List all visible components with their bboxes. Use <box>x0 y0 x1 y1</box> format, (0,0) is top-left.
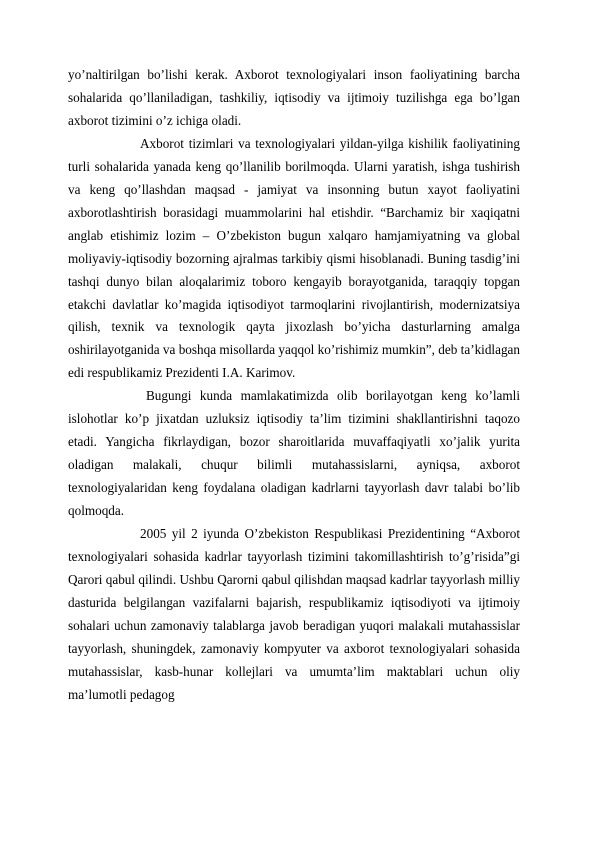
body-text <box>68 64 520 707</box>
paragraph-1: yo’naltirilgan bo’lishi kerak. Axborot texnologiyalari inson faoliyatining barcha sohalarida qo’llaniladigan, tashkiliy, iqtisodiy va ijtimoiy tuzilishga ega bo’lgan axborot tizimini o’z ichiga oladi. <box>68 67 520 128</box>
paragraph-2: Axborot tizimlari va texnologiyalari yildan-yilga kishilik faoliyatining turli sohalarida yanada keng qo’llanilib borilmoqda. Ularni yaratish, ishga tushirish va keng qo’llashdan maqsad - jamiyat va insonning butun xayot faoliyatini axborotlashtirish borasidagi muammolarini hal etishdir. “Barchamiz bir xaqiqatni anglab etishimiz lozim – O’zbekiston bugun xalqaro hamjamiyatning va global moliyaviy-iqtisodiy bozorning ajralmas tarkibiy qismi hisoblanadi. Buning tasdig’ini tashqi dunyo bilan aloqalarimiz toboro kengayib borayotganida, taraqqiy topgan etakchi davlatlar ko’magida iqtisodiyot tarmoqlarini rivojlantirish, modernizatsiya qilish, texnik va texnologik qayta jixozlash bo’yicha dasturlarning amalga oshirilayotganida va boshqa misollarda yaqqol ko’rishimiz mumkin”, deb ta’kidlagan edi respublikamiz Prezidenti I.A. Karimov. <box>68 135 520 381</box>
paragraph-3: Bugungi kunda mamlakatimizda olib borilayotgan keng ko’lamli islohotlar ko’p jixatdan uzluksiz iqtisodiy ta’lim tizimini shakllantirishni taqozo etadi. Yangicha fikrlaydigan, bozor sharoitlarida muvaffaqiyatli xo’jalik yurita oladigan malakali, chuqur bilimli mutahassislarni, ayniqsa, axborot texnologiyalaridan keng foydalana oladigan kadrlarni tayyorlash davr talabi bo’lib qolmoqda. <box>68 388 520 519</box>
paragraph-4: 2005 yil 2 iyunda O’zbekiston Respublikasi Prezidentining “Axborot texnologiyalari sohasida kadrlar tayyorlash tizimini takomillashtirish to’g’risida”gi Qarori qabul qilindi. Ushbu Qarorni qabul qilishdan maqsad kadrlar tayyorlash milliy dasturida belgilangan vazifalarni bajarish, respublikamiz iqtisodiyoti va ijtimoiy sohalari uchun zamonaviy talablarga javob beradigan yuqori malakali mutahassislar tayyorlash, shuningdek, zamonaviy kompyuter va axborot texnologiyalari sohasida mutahassislar, kasb-hunar kollejlari va umumta’lim maktablari uchun oliy ma’lumotli pedagog <box>68 526 520 702</box>
